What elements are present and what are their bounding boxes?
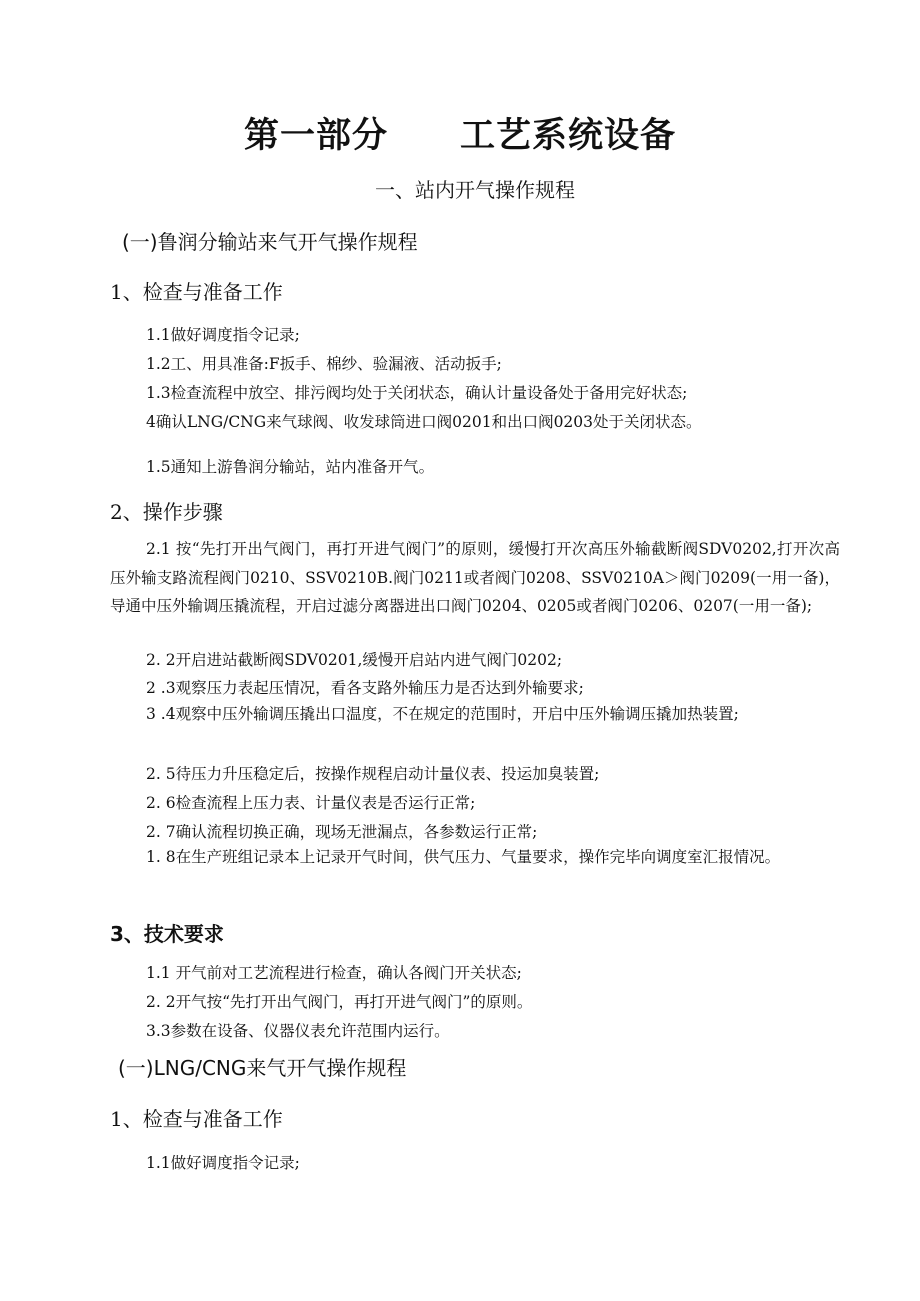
list-item: 2. 2开气按“先打开出气阀门，再打开进气阀门”的原则。 bbox=[146, 993, 533, 1011]
list-item: 1.1做好调度指令记录; bbox=[146, 326, 300, 344]
step-paragraph: 2.1 按“先打开出气阀门，再打开进气阀门”的原则，缓慢打开次高压外输截断阀SDV0202,打开次高压外输支路流程阀门0210、SSV0210B.阀门0211或者阀门0208、SSV0210A＞阀门0209(一用一备)，导通中压外输调压撬流程，开启过滤分离器进出口阀门0204、0205或者阀门0206、0207(一用一备); bbox=[110, 540, 840, 615]
list-item: 2. 7确认流程切换正确，现场无泄漏点，各参数运行正常; bbox=[146, 823, 538, 841]
list-item: 2. 5待压力升压稳定后，按操作规程启动计量仪表、投运加臭装置; bbox=[146, 765, 600, 783]
subsection-heading-tech: 3、技术要求 bbox=[110, 922, 224, 946]
subsection-heading-check: 1、检查与准备工作 bbox=[110, 280, 283, 304]
list-item: 2 .3观察压力表起压情况，看各支路外输压力是否达到外输要求; bbox=[146, 679, 584, 697]
list-item: 1.5通知上游鲁润分输站，站内准备开气。 bbox=[146, 458, 435, 476]
page-title-right: 工艺系统设备 bbox=[460, 116, 677, 156]
list-item: 1.3检查流程中放空、排污阀均处于关闭状态，确认计量设备处于备用完好状态; bbox=[146, 384, 688, 402]
page-title-left: 第一部分 bbox=[243, 116, 388, 156]
step-paragraph: 3 .4观察中压外输调压撬出口温度，不在规定的范围时，开启中压外输调压撬加热装置; bbox=[146, 705, 739, 723]
subsection-heading-steps: 2、操作步骤 bbox=[110, 500, 223, 524]
section-heading: (一)鲁润分输站来气开气操作规程 bbox=[122, 230, 418, 254]
list-item: 1.2工、用具准备:F扳手、棉纱、验漏液、活动扳手; bbox=[146, 355, 502, 373]
subsection-heading-check: 1、检查与准备工作 bbox=[110, 1107, 283, 1131]
list-item: 3.3参数在设备、仪器仪表允许范围内运行。 bbox=[146, 1022, 450, 1040]
page-title bbox=[0, 108, 920, 158]
chapter-subtitle: 一、站内开气操作规程 bbox=[375, 178, 575, 202]
step-paragraph: 1. 8在生产班组记录本上记录开气时间，供气压力、气量要求，操作完毕向调度室汇报情况。 bbox=[146, 848, 781, 866]
list-item: 4确认LNG/CNG来气球阀、收发球筒进口阀0201和出口阀0203处于关闭状态。 bbox=[146, 413, 702, 431]
list-item: 2. 2开启进站截断阀SDV0201,缓慢开启站内进气阀门0202; bbox=[146, 651, 563, 669]
section-heading: (一)LNG/CNG来气开气操作规程 bbox=[118, 1056, 407, 1080]
list-item: 1.1做好调度指令记录; bbox=[146, 1154, 300, 1172]
list-item: 2. 6检查流程上压力表、计量仪表是否运行正常; bbox=[146, 794, 476, 812]
list-item: 1.1 开气前对工艺流程进行检查，确认各阀门开关状态; bbox=[146, 964, 522, 982]
